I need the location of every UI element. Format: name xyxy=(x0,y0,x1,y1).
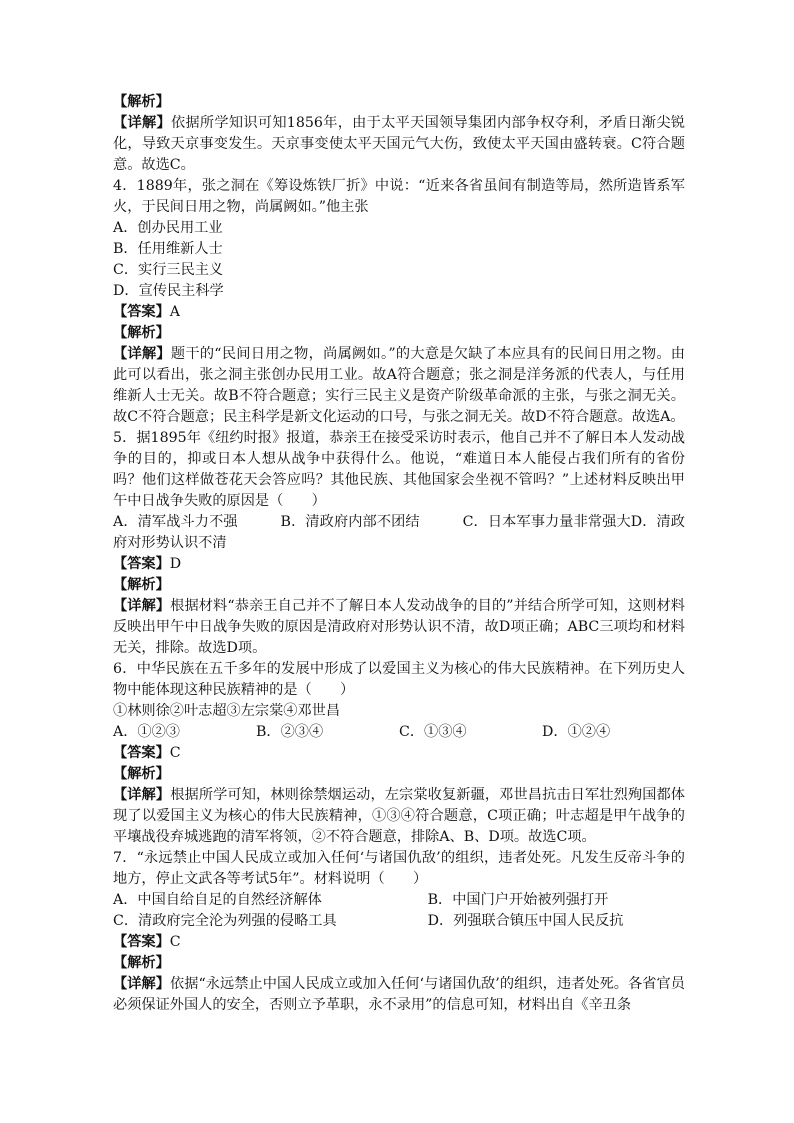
question-4-analysis xyxy=(113,323,685,344)
question-6-analysis xyxy=(113,764,685,785)
question-7-option-a: A．中国自给自足的自然经济解体 xyxy=(113,892,322,908)
detail-tag: 【详解】 xyxy=(113,598,171,614)
detail-text: 根据所学可知，林则徐禁烟运动，左宗棠收复新疆，邓世昌抗击日军壮烈殉国都体现了以爱国主义为核心的伟大民族精神，①③④符合题意，C项正确；叶志超是甲午战争的平壤战役弃城逃跑的清军将领，②不符合题意，排除A、B、D项。故选C项。 xyxy=(113,787,685,845)
analysis-label xyxy=(113,92,685,113)
detail-text: 根据材料“恭亲王自己并不了解日本人发动战争的目的”并结合所学可知，这则材料反映出甲午中日战争失败的原因是清政府对形势认识不清，故D项正确；ABC三项均和材料无关，排除。故选D项。 xyxy=(113,598,685,656)
detail-paragraph xyxy=(113,113,685,176)
question-7-options-row-2 xyxy=(113,911,685,932)
analysis-tag: 【解析】 xyxy=(113,955,170,971)
detail-text: 依据所学知识可知1856年，由于太平天国领导集团内部争权夺利，矛盾日渐尖锐化，导致天京事变发生。天京事变使太平天国元气大伤，致使太平天国由盛转衰。C符合题意。故选C。 xyxy=(113,115,685,173)
detail-text: 题干的“民间日用之物，尚属阙如。”的大意是欠缺了本应具有的民间日用之物。由此可以看出，张之洞主张创办民用工业。故A符合题意；张之洞是洋务派的代表人，与任用维新人士无关。故B不符合题意；实行三民主义是资产阶级革命派的主张，与张之洞无关。故C不符合题意；民主科学是新文化运动的口号，与张之洞无关。故D不符合题意。故选A。 xyxy=(113,346,685,425)
question-6-stem: 6．中华民族在五千多年的发展中形成了以爱国主义为核心的伟大民族精神。在下列历史人物中能体现这种民族精神的是（ ） xyxy=(113,661,685,698)
detail-tag: 【详解】 xyxy=(113,346,171,362)
question-4-stem: 4．1889年，张之洞在《筹设炼铁厂折》中说：“近来各省虽间有制造等局，然所造皆系军火，于民间日用之物，尚属阙如。”他主张 xyxy=(113,178,685,215)
question-6-options xyxy=(113,722,685,743)
question-7-option-b: B．中国门户开始被列强打开 xyxy=(427,892,609,908)
question-7-answer xyxy=(113,932,685,953)
answer-value: C xyxy=(169,934,181,950)
question-6-option-d: D．①②④ xyxy=(542,724,611,740)
detail-text: 依据“永远禁止中国人民成立或加入任何‘与诸国仇敌’的组织，违者处死。各省官员必须保证外国人的安全，否则立予革职，永不录用”的信息可知，材料出自《辛丑条 xyxy=(113,976,685,1013)
detail-tag: 【详解】 xyxy=(113,976,170,992)
question-6-detail xyxy=(113,785,685,848)
question-7-stem: 7．“永远禁止中国人民成立或加入任何‘与诸国仇敌’的组织，违者处死。凡发生反帝斗争的地方，停止文武各等考试5年”。材料说明（ ） xyxy=(113,850,685,887)
question-7-option-d: D．列强联合镇压中国人民反抗 xyxy=(427,913,624,929)
question-4-option-c: C．实行三民主义 xyxy=(113,262,224,278)
question-4-option-b: B．任用维新人士 xyxy=(113,241,223,257)
question-7-options-row-1 xyxy=(113,890,685,911)
answer-value: A xyxy=(169,304,181,320)
question-6-option-a: A．①②③ xyxy=(113,724,180,740)
question-4-answer xyxy=(113,302,685,323)
question-5-detail xyxy=(113,596,685,659)
question-6-option-c: C．①③④ xyxy=(399,724,467,740)
answer-value: C xyxy=(169,745,181,761)
analysis-tag: 【解析】 xyxy=(113,577,170,593)
question-4-option-a: A．创办民用工业 xyxy=(113,220,223,236)
question-4-option-d: D．宣传民主科学 xyxy=(113,283,224,299)
question-5-analysis xyxy=(113,575,685,596)
answer-tag: 【答案】 xyxy=(113,745,170,761)
analysis-tag: 【解析】 xyxy=(113,94,170,110)
answer-tag: 【答案】 xyxy=(113,556,170,572)
answer-tag: 【答案】 xyxy=(113,304,170,320)
question-5-stem: 5．据1895年《纽约时报》报道，恭亲王在接受采访时表示，他自己并不了解日本人发动战争的目的，抑或日本人想从战争中获得什么。他说，“难道日本人能侵占我们所有的省份吗？他们这样做苍花天会答应吗？其他民族、其他国家会坐视不管吗？”上述材料反映出甲午中日战争失败的原因是（ ） xyxy=(113,430,685,509)
answer-tag: 【答案】 xyxy=(113,934,170,950)
detail-tag: 【详解】 xyxy=(113,115,171,131)
question-5-options: A．清军战斗力不强 B．清政府内部不团结 C．日本军事力量非常强大D．清政府对形势认识不清 xyxy=(113,514,685,551)
question-7-analysis xyxy=(113,953,685,974)
analysis-tag: 【解析】 xyxy=(113,766,170,782)
question-7-option-c: C．清政府完全沦为列强的侵略工具 xyxy=(113,913,337,929)
question-7-detail xyxy=(113,974,685,1016)
document-page xyxy=(113,92,685,1016)
question-6-answer xyxy=(113,743,685,764)
question-6-option-b: B．②③④ xyxy=(256,724,324,740)
detail-tag: 【详解】 xyxy=(113,787,171,803)
question-6-items: ①林则徐②叶志超③左宗棠④邓世昌 xyxy=(113,703,341,719)
answer-value: D xyxy=(169,556,182,572)
analysis-tag: 【解析】 xyxy=(113,325,170,341)
question-5-answer xyxy=(113,554,685,575)
question-4-detail xyxy=(113,344,685,428)
